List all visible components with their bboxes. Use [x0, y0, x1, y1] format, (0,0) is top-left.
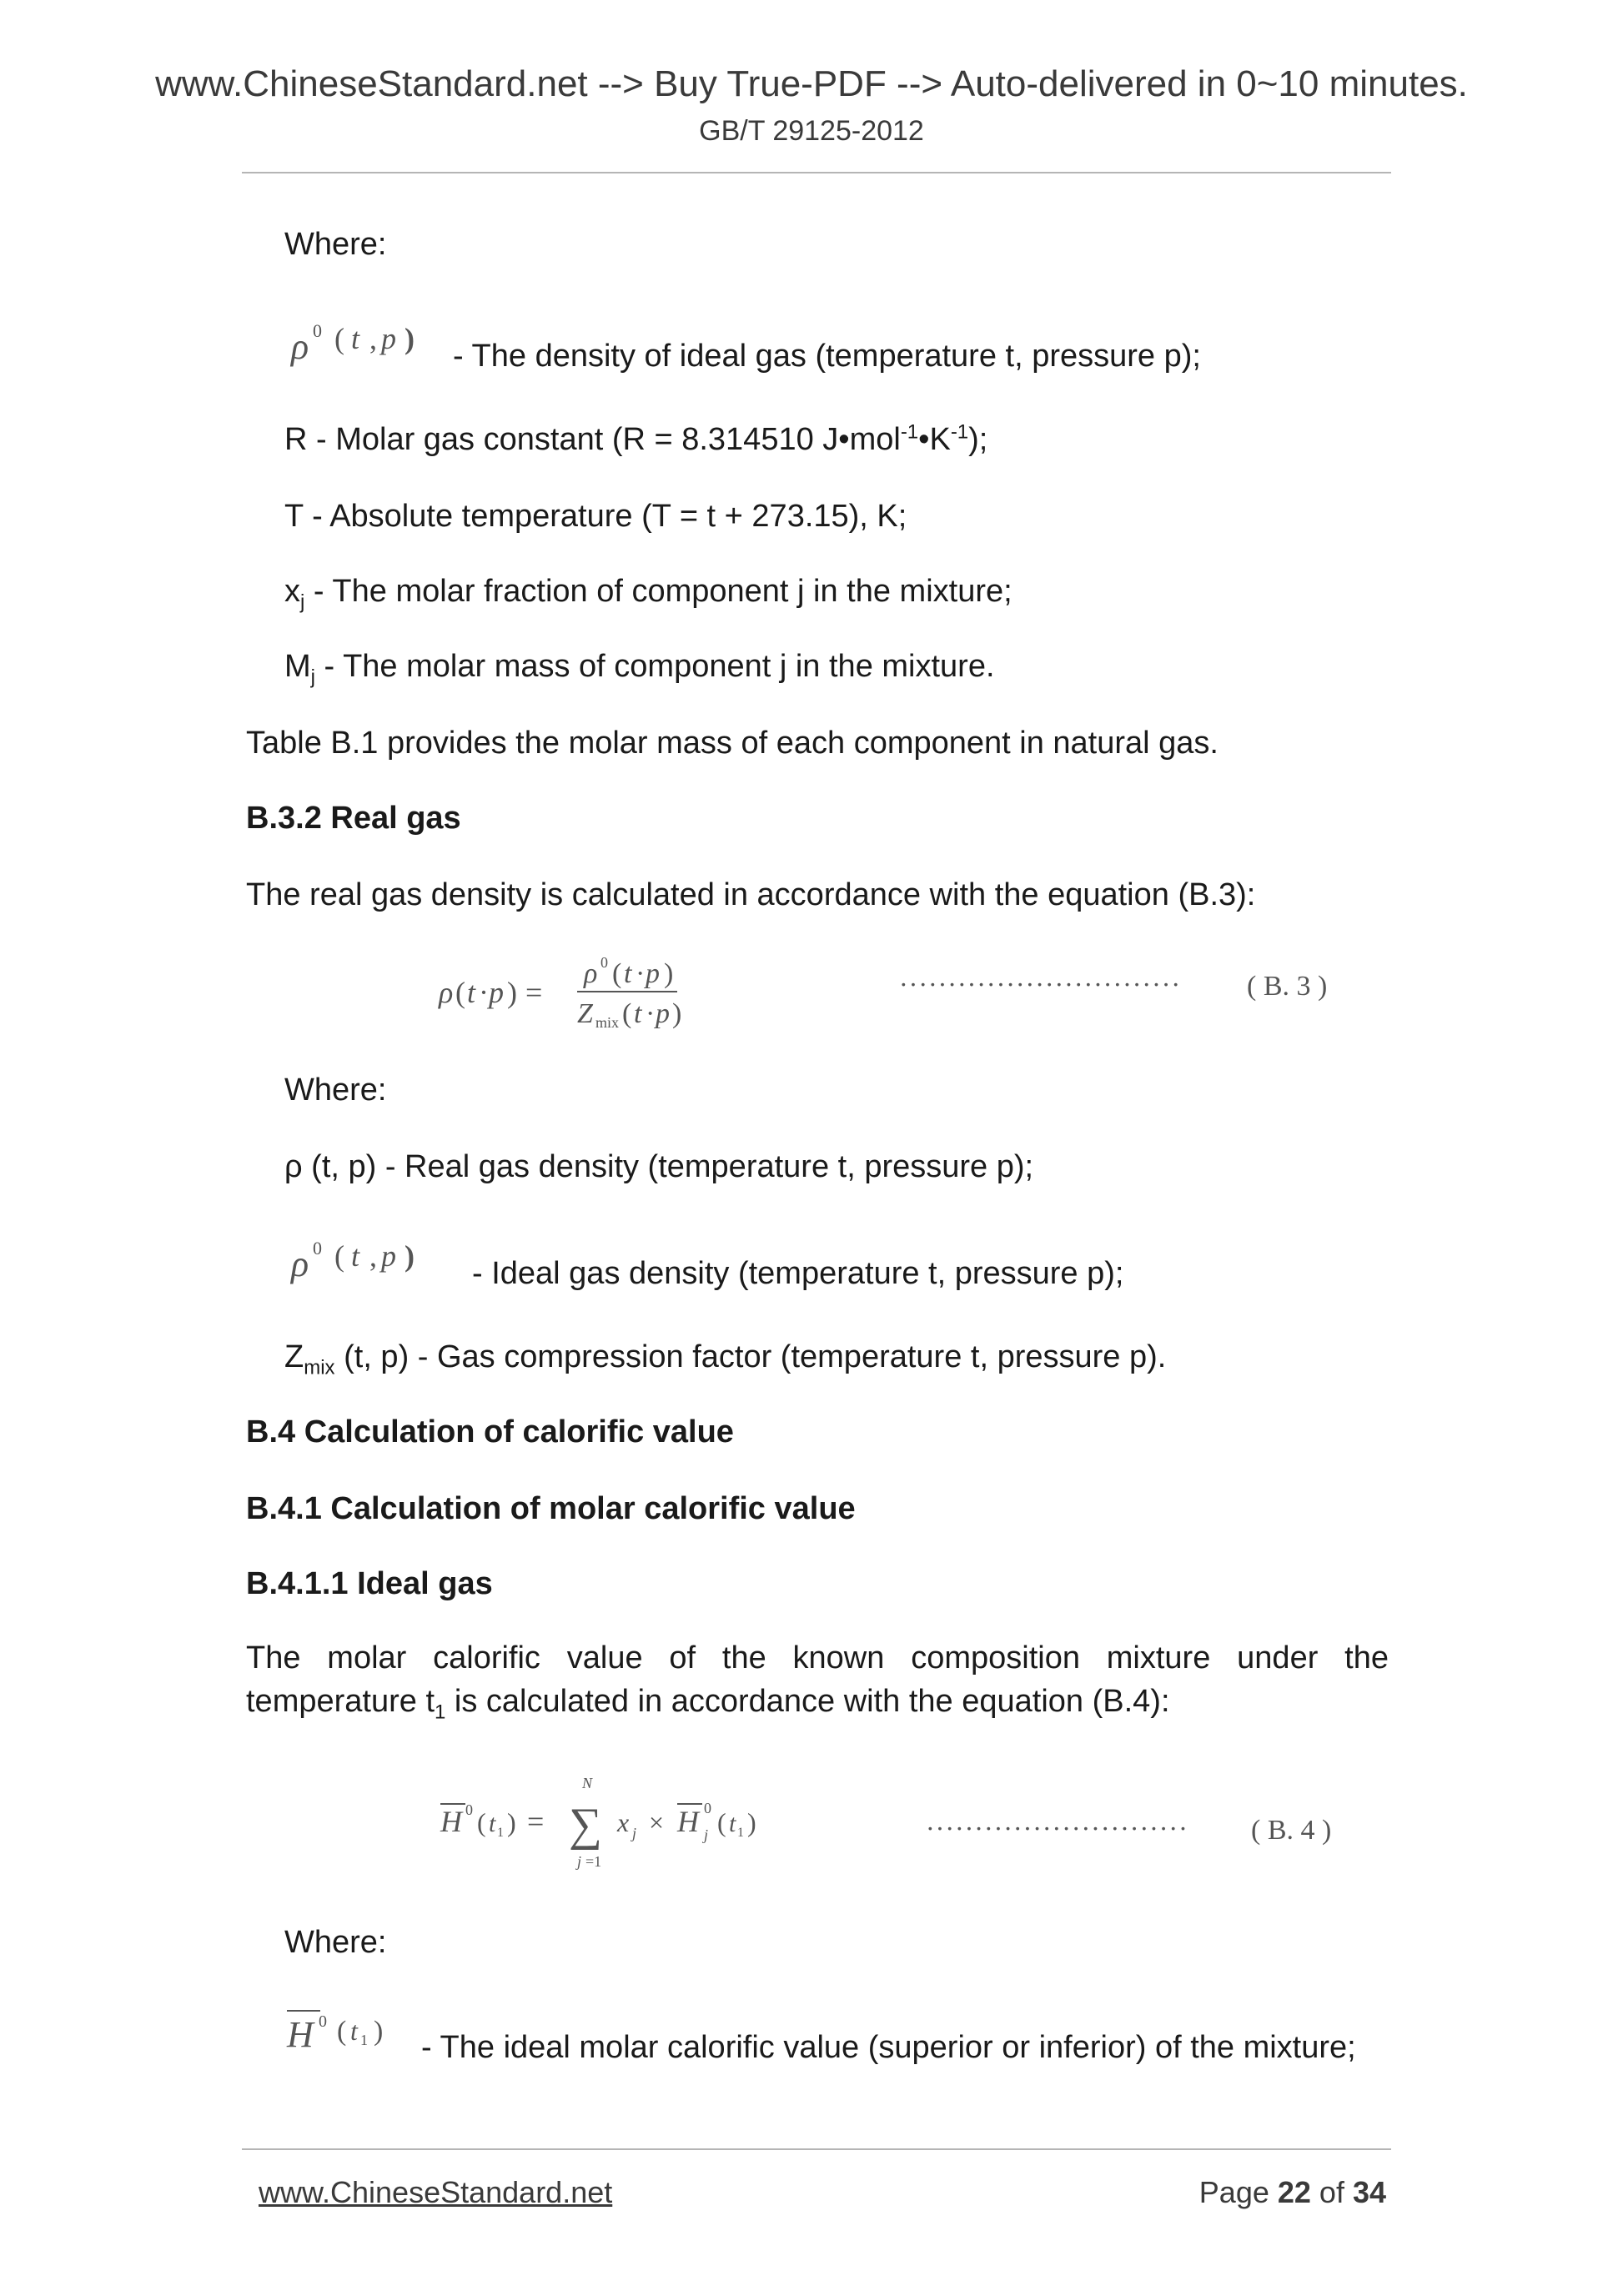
- footer-website-link[interactable]: www.ChineseStandard.net: [259, 2175, 613, 2209]
- equation-b4-number: ( B. 4 ): [1251, 1815, 1332, 1846]
- svg-text:H: H: [677, 1805, 699, 1838]
- heading-b32: B.3.2 Real gas: [246, 801, 461, 836]
- real-density-line: ρ (t, p) - Real gas density (temperature t, pressure p);: [284, 1149, 1034, 1184]
- table-note: Table B.1 provides the molar mass of each component in natural gas.: [246, 726, 1219, 761]
- svg-text:t: t: [624, 958, 632, 989]
- svg-text:·: ·: [646, 998, 656, 1029]
- svg-text:0: 0: [313, 320, 322, 341]
- svg-text:j: j: [577, 1853, 582, 1870]
- svg-text:j: j: [704, 1826, 709, 1843]
- svg-text:0: 0: [465, 1801, 473, 1818]
- svg-text:ρ: ρ: [584, 958, 598, 989]
- svg-text:ρ: ρ: [291, 1243, 309, 1284]
- svg-text:,: ,: [369, 322, 377, 355]
- equation-b3: [435, 951, 769, 1038]
- svg-text:): ): [374, 2016, 384, 2047]
- svg-text:(: (: [455, 976, 465, 1009]
- equation-b4: [435, 1768, 827, 1881]
- svg-text:1: 1: [497, 1826, 504, 1840]
- svg-text:·: ·: [636, 958, 646, 989]
- svg-text:0: 0: [319, 2012, 327, 2031]
- svg-text:t: t: [351, 322, 360, 355]
- svg-text:H: H: [287, 2014, 314, 2055]
- svg-text:t: t: [351, 1239, 360, 1273]
- svg-text:j: j: [632, 1825, 637, 1841]
- molar-mass-line: $M_j$ - The molar mass of component j in the mixture.: [284, 649, 995, 689]
- svg-text:t: t: [350, 2016, 358, 2046]
- svg-text:): ): [664, 958, 674, 989]
- svg-text:Z: Z: [577, 998, 593, 1029]
- svg-text:p: p: [381, 1239, 396, 1273]
- svg-text:1: 1: [360, 2032, 368, 2048]
- svg-text:t: t: [489, 1810, 496, 1837]
- svg-text:t: t: [729, 1810, 736, 1837]
- svg-text:p: p: [381, 322, 396, 355]
- rho0-formula-icon: [288, 319, 446, 381]
- svg-text:(: (: [477, 1807, 486, 1837]
- svg-text:(: (: [334, 1239, 344, 1273]
- svg-text:H: H: [440, 1805, 462, 1838]
- svg-text:): ): [747, 1807, 756, 1837]
- svg-text:(: (: [612, 958, 622, 989]
- ideal-density-description: - Ideal gas density (temperature t, pressure p);: [472, 1256, 1124, 1291]
- equation-b4-leader: ···························: [926, 1813, 1188, 1843]
- rho0-formula-icon-2: [288, 1236, 446, 1299]
- svg-text:): ): [404, 322, 415, 355]
- where-label-2: Where:: [284, 1073, 387, 1108]
- svg-text:0: 0: [600, 954, 608, 971]
- H0-formula-icon: [284, 2000, 417, 2071]
- svg-text:): ): [507, 976, 517, 1009]
- svg-text:1: 1: [737, 1826, 744, 1840]
- svg-text:(: (: [337, 2016, 347, 2047]
- b32-intro: The real gas density is calculated in accordance with the equation (B.3):: [246, 877, 1256, 912]
- svg-text:∑: ∑: [569, 1799, 602, 1851]
- svg-text:): ): [672, 998, 682, 1029]
- svg-text:t: t: [467, 976, 476, 1009]
- svg-text:(: (: [717, 1807, 726, 1837]
- svg-text:): ): [404, 1239, 415, 1273]
- heading-b411: B.4.1.1 Ideal gas: [246, 1566, 493, 1601]
- b411-para-line1: The molar calorific value of the known composition mixture under the: [246, 1640, 1389, 1676]
- svg-text:p: p: [489, 976, 504, 1009]
- svg-text:0: 0: [704, 1800, 711, 1816]
- svg-text:t: t: [634, 998, 642, 1029]
- footer-divider: [242, 2148, 1391, 2150]
- svg-text:p: p: [656, 998, 670, 1029]
- svg-text:ρ: ρ: [439, 976, 454, 1009]
- svg-text:,: ,: [369, 1239, 377, 1273]
- svg-text:ρ: ρ: [291, 326, 309, 367]
- heading-b4: B.4 Calculation of calorific value: [246, 1414, 734, 1449]
- svg-text:mix: mix: [595, 1014, 620, 1031]
- header-divider: [242, 172, 1391, 173]
- page-indicator: Page 22 of 34: [1198, 2175, 1386, 2209]
- where-label-1: Where:: [284, 227, 387, 262]
- equation-b3-number: ( B. 3 ): [1247, 971, 1328, 1002]
- standard-number: GB/T 29125-2012: [699, 115, 924, 147]
- svg-text:N: N: [582, 1775, 593, 1791]
- H0-description: - The ideal molar calorific value (superior or inferior) of the mixture;: [421, 2030, 1356, 2065]
- heading-b41: B.4.1 Calculation of molar calorific value: [246, 1491, 856, 1526]
- header-banner[interactable]: www.ChineseStandard.net --> Buy True-PDF --> Auto-delivered in 0~10 minutes.: [155, 63, 1468, 104]
- b411-para-line2: temperature $t_1$ is calculated in accordance with the equation (B.4):: [246, 1684, 1170, 1724]
- svg-text:=: =: [527, 1805, 545, 1838]
- svg-text:(: (: [334, 322, 344, 355]
- where-label-3: Where:: [284, 1925, 387, 1960]
- svg-text:x: x: [617, 1807, 630, 1837]
- svg-text:(: (: [622, 998, 632, 1029]
- svg-text:=: =: [525, 976, 543, 1009]
- svg-text:p: p: [646, 958, 660, 989]
- svg-text:×: ×: [649, 1807, 665, 1837]
- svg-text:·: ·: [479, 976, 489, 1009]
- rho0-description: - The density of ideal gas (temperature t, pressure p);: [453, 339, 1201, 374]
- molar-fraction-line: $x_j$ - The molar fraction of component j in the mixture;: [284, 574, 1012, 614]
- svg-text:): ): [507, 1807, 516, 1837]
- gas-constant-line: R - Molar gas constant (R = 8.314510 $J•mol^{-1}•K^{-1}$);: [284, 420, 988, 457]
- svg-text:=1: =1: [585, 1853, 602, 1870]
- svg-text:0: 0: [313, 1238, 322, 1259]
- equation-b3-leader: ·····························: [899, 969, 1182, 999]
- compression-factor-line: $Z_{mix}$ (t, p) - Gas compression factor (temperature t, pressure p).: [284, 1339, 1167, 1379]
- abs-temperature-line: T - Absolute temperature (T = t + 273.15), K;: [284, 499, 907, 534]
